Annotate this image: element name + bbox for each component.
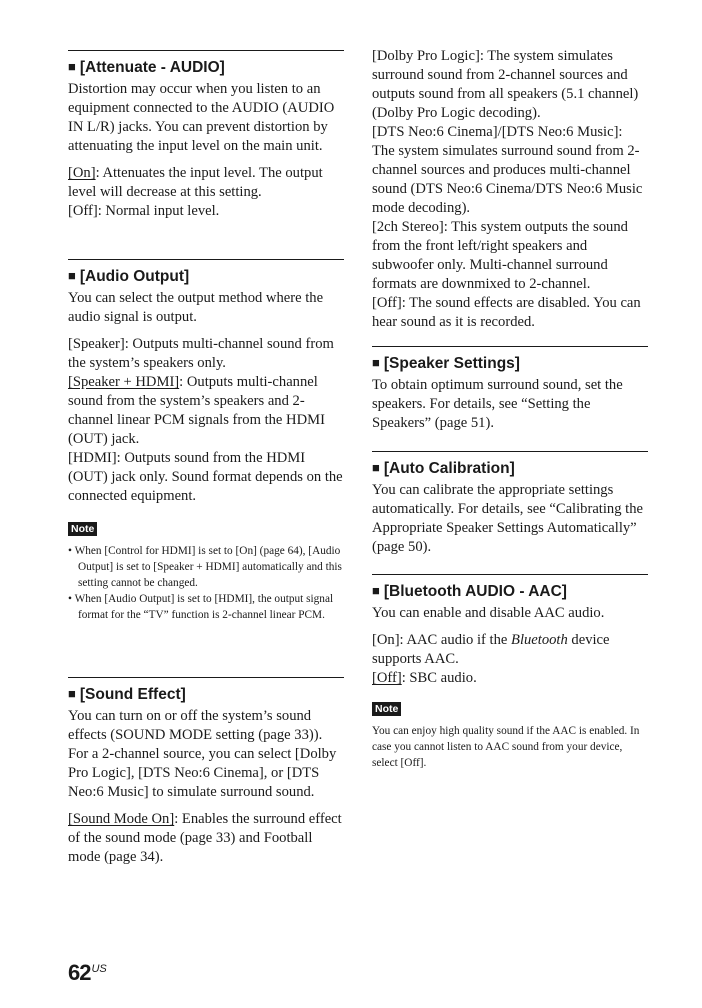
paragraph: You can enable and disable AAC audio.: [372, 605, 605, 621]
note-badge: Note: [68, 522, 97, 536]
option-speaker: [Speaker]: Outputs multi-channel sound from the system’s speakers only.: [68, 336, 334, 371]
option-off: [Off]: The sound effects are disabled. You can hear sound as it is recorded.: [372, 295, 641, 330]
section-divider: [372, 346, 648, 347]
square-bullet-icon: ■: [68, 268, 76, 283]
option-on: [372, 631, 648, 669]
bluetooth-aac-section: [372, 574, 648, 771]
section-heading: [372, 459, 648, 479]
option-on: [68, 164, 344, 202]
speaker-settings-section: [372, 346, 648, 433]
auto-calibration-section: [372, 451, 648, 557]
default-option-key: [Speaker + HDMI]: [68, 374, 180, 390]
option-hdmi: [HDMI]: Outputs sound from the HDMI (OUT) jack only. Sound format depends on the connected equipment.: [68, 450, 343, 504]
section-heading: [372, 582, 648, 602]
section-divider: [68, 50, 344, 51]
audio-output-section: [68, 259, 344, 623]
section-divider: [372, 451, 648, 452]
section-title: [Sound Effect]: [79, 686, 186, 703]
note-item: • When [Audio Output] is set to [HDMI], the output signal format for the “TV” function is 2-channel linear PCM.: [68, 593, 334, 621]
square-bullet-icon: ■: [372, 583, 380, 598]
section-heading: [372, 354, 648, 374]
option-text: : Attenuates the input level. The output level will decrease at this setting.: [68, 165, 323, 200]
default-option-key: [On]: [68, 165, 96, 181]
option-sound-mode-on: [68, 810, 344, 867]
section-heading: [68, 58, 344, 78]
square-bullet-icon: ■: [68, 686, 76, 701]
option-2ch-stereo: [2ch Stereo]: This system outputs the sound from the front left/right speakers and subwoofer only. Multi-channel surround formats are downmixed to 2-channel.: [372, 219, 628, 292]
paragraph: You can select the output method where the audio signal is output.: [68, 290, 324, 325]
option-speaker-hdmi: [68, 373, 344, 449]
option-text: [On]: AAC audio if the: [372, 632, 512, 648]
bluetooth-term: Bluetooth: [511, 632, 568, 648]
paragraph: To obtain optimum surround sound, set the speakers. For details, see “Setting the Speakers” (page 51).: [372, 377, 623, 431]
square-bullet-icon: ■: [68, 59, 76, 74]
option-text: device supports AAC.: [372, 632, 610, 667]
region-code: US: [91, 963, 107, 975]
page-number-value: 62: [68, 960, 91, 985]
note-item: • When [Control for HDMI] is set to [On] (page 64), [Audio Output] is set to [Speaker + HDMI] automatically and this setting cannot be changed.: [68, 545, 342, 589]
section-heading: [68, 685, 344, 705]
section-divider: [68, 677, 344, 678]
section-divider: [68, 259, 344, 260]
option-off: [372, 669, 648, 688]
option-dolby: [Dolby Pro Logic]: The system simulates surround sound from 2-channel sources and outputs sound from all speakers (5.1 channel) (Dolby Pro Logic decoding).: [372, 48, 639, 121]
section-title: [Attenuate - AUDIO]: [79, 59, 225, 76]
section-title: [Audio Output]: [79, 268, 190, 285]
paragraph: You can calibrate the appropriate settings automatically. For details, see “Calibrating the Appropriate Speaker Settings Automatically” (page 50).: [372, 482, 643, 555]
sound-effect-options: [372, 47, 648, 332]
square-bullet-icon: ■: [372, 355, 380, 370]
note-badge: Note: [372, 702, 401, 716]
option-off: [Off]: Normal input level.: [68, 203, 220, 219]
section-title: [Speaker Settings]: [383, 355, 520, 372]
sound-effect-section: [68, 677, 344, 867]
page-number: [68, 960, 107, 986]
attenuate-section: [68, 50, 344, 221]
note-text: You can enjoy high quality sound if the AAC is enabled. In case you cannot listen to AAC sound from your device, select [Off].: [372, 725, 640, 769]
section-title: [Auto Calibration]: [383, 460, 515, 477]
section-title: [Bluetooth AUDIO - AAC]: [383, 583, 567, 600]
option-text: : Enables the surround effect of the sound mode (page 33) and Football mode (page 34).: [68, 811, 342, 865]
paragraph: You can turn on or off the system’s sound effects (SOUND MODE setting (page 33)). For a 2-channel source, you can select [Dolby Pro Logic], [DTS Neo:6 Cinema], or [DTS Neo:6 Music] to simulate surround sound.: [68, 708, 337, 800]
option-dts: [DTS Neo:6 Cinema]/[DTS Neo:6 Music]: The system simulates surround sound from 2-channel sources and produces multi-channel sound (DTS Neo:6 Cinema/DTS Neo:6 Music mode decoding).: [372, 124, 643, 216]
section-divider: [372, 574, 648, 575]
paragraph: Distortion may occur when you listen to an equipment connected to the AUDIO (AUDIO IN L/R) jacks. You can prevent distortion by attenuating the input level on the main unit.: [68, 81, 335, 154]
default-option-key: [Sound Mode On]: [68, 811, 175, 827]
section-heading: [68, 267, 344, 287]
option-text: : Outputs multi-channel sound from the system’s speakers and 2-channel linear PCM signals from the HDMI (OUT) jack.: [68, 374, 325, 447]
option-text: : SBC audio.: [401, 670, 477, 686]
default-option-key: [Off]: [372, 670, 402, 686]
square-bullet-icon: ■: [372, 460, 380, 475]
